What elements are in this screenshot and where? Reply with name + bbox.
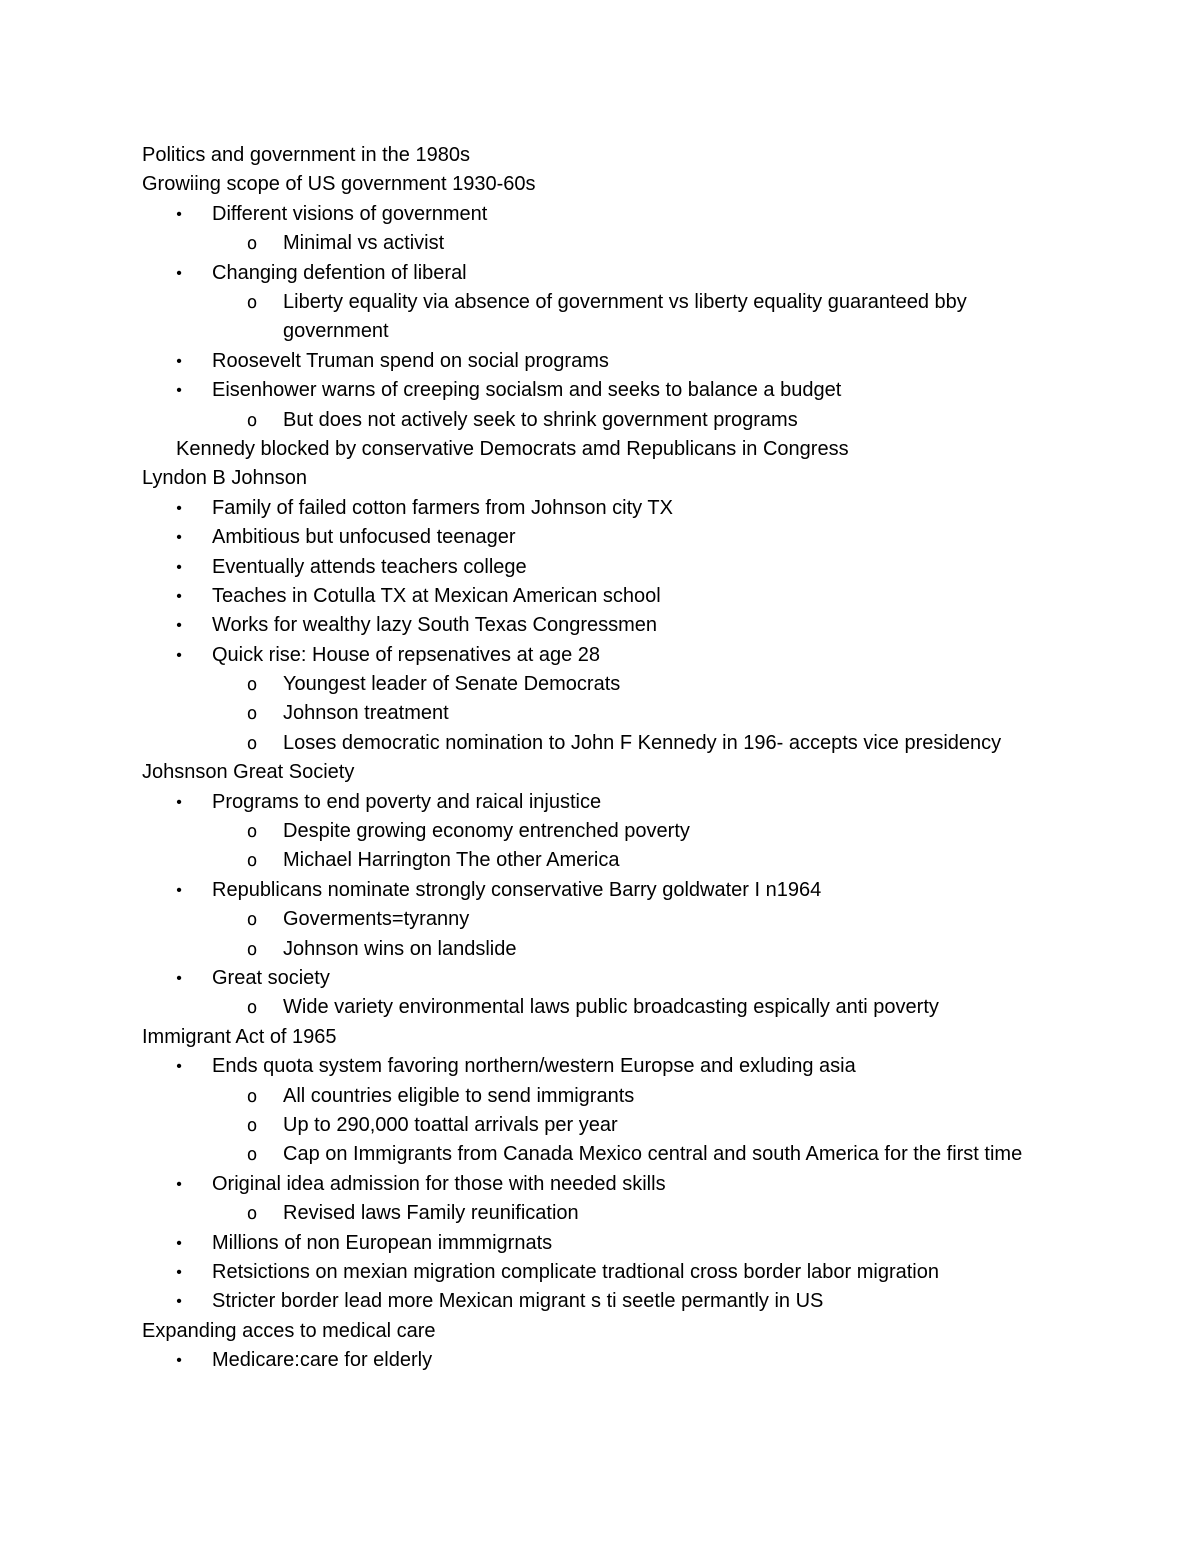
bullet-marker: • xyxy=(176,558,182,576)
heading-line xyxy=(0,141,1200,170)
sub-bullet-marker: o xyxy=(246,233,258,255)
sub-bullet-marker: o xyxy=(246,674,258,696)
sub-bullet-marker: o xyxy=(246,909,258,931)
bullet-item xyxy=(0,1052,1200,1081)
line-text: Retsictions on mexian migration complicate tradtional cross border labor migration xyxy=(212,1260,939,1283)
bullet-marker: • xyxy=(176,1175,182,1193)
line-text: Immigrant Act of 1965 xyxy=(142,1025,337,1048)
bullet-item xyxy=(0,611,1200,640)
line-text: Michael Harrington The other America xyxy=(283,849,620,872)
sub-bullet-marker: o xyxy=(246,409,258,431)
bullet-marker: • xyxy=(176,793,182,811)
sub-bullet-marker: o xyxy=(246,850,258,872)
bullet-marker: • xyxy=(176,1293,182,1311)
line-text: Despite growing economy entrenched poverty xyxy=(283,820,690,843)
bullet-marker: • xyxy=(176,205,182,223)
bullet-item xyxy=(0,582,1200,611)
bullet-item xyxy=(0,964,1200,993)
line-text: Family of failed cotton farmers from Johnson city TX xyxy=(212,496,673,519)
sub-bullet-item xyxy=(0,699,1200,728)
line-text: Loses democratic nomination to John F Kennedy in 196- accepts vice presidency xyxy=(283,731,1002,754)
bullet-item xyxy=(0,1170,1200,1199)
sub-bullet-marker: o xyxy=(246,732,258,754)
line-text: Growiing scope of US government 1930-60s xyxy=(142,173,536,196)
line-text: Politics and government in the 1980s xyxy=(142,144,470,166)
line-text: Revised laws Family reunification xyxy=(283,1202,579,1225)
bullet-item xyxy=(0,1258,1200,1287)
bullet-item xyxy=(0,1346,1200,1375)
sub-bullet-item xyxy=(0,1140,1200,1169)
line-text: All countries eligible to send immigrants xyxy=(283,1084,635,1107)
line-text: Changing defention of liberal xyxy=(212,261,467,284)
sub-bullet-item xyxy=(0,229,1200,258)
bullet-item xyxy=(0,553,1200,582)
sub-bullet-item xyxy=(0,670,1200,699)
line-text: Works for wealthy lazy South Texas Congressmen xyxy=(212,614,658,637)
sub-bullet-marker: o xyxy=(246,938,258,960)
sub-bullet-item xyxy=(0,1111,1200,1140)
line-text: Liberty equality via absence of government vs liberty equality guaranteed bby government xyxy=(283,290,967,343)
bullet-marker: • xyxy=(176,1058,182,1076)
bullet-marker: • xyxy=(176,499,182,517)
heading-line xyxy=(0,1317,1200,1346)
bullet-marker: • xyxy=(176,264,182,282)
bullet-item xyxy=(0,376,1200,405)
line-text: Republicans nominate strongly conservative Barry goldwater I n1964 xyxy=(212,878,822,901)
sub-bullet-item xyxy=(0,1199,1200,1228)
bullet-item xyxy=(0,200,1200,229)
line-text: Expanding acces to medical care xyxy=(142,1319,436,1342)
line-text: Cap on Immigrants from Canada Mexico central and south America for the first time xyxy=(283,1143,1023,1166)
line-text: Up to 290,000 toattal arrivals per year xyxy=(283,1113,618,1136)
line-text: Great society xyxy=(212,966,330,989)
bullet-marker: • xyxy=(176,1234,182,1252)
line-text: Wide variety environmental laws public broadcasting espically anti poverty xyxy=(283,996,939,1019)
line-text: Different visions of government xyxy=(212,202,488,225)
bullet-item xyxy=(0,641,1200,670)
line-text: Ends quota system favoring northern/western Europse and exluding asia xyxy=(212,1055,856,1078)
heading-line xyxy=(0,464,1200,493)
sub-bullet-item xyxy=(0,993,1200,1022)
line-text: Minimal vs activist xyxy=(283,232,445,255)
bullet-item xyxy=(0,788,1200,817)
sub-bullet-item xyxy=(0,846,1200,875)
line-text: But does not actively seek to shrink government programs xyxy=(283,408,798,431)
bullet-item xyxy=(0,494,1200,523)
bullet-item xyxy=(0,347,1200,376)
heading-line xyxy=(0,435,1200,464)
document-body xyxy=(0,141,1200,1375)
sub-bullet-marker: o xyxy=(246,1114,258,1136)
line-text: Stricter border lead more Mexican migrant s ti seetle permantly in US xyxy=(212,1290,824,1313)
line-text: Kennedy blocked by conservative Democrats amd Republicans in Congress xyxy=(176,437,849,460)
sub-bullet-marker: o xyxy=(246,1203,258,1225)
bullet-marker: • xyxy=(176,969,182,987)
sub-bullet-marker: o xyxy=(246,997,258,1019)
line-text: Ambitious but unfocused teenager xyxy=(212,526,516,549)
bullet-item xyxy=(0,876,1200,905)
heading-line xyxy=(0,1023,1200,1052)
sub-bullet-marker: o xyxy=(246,821,258,843)
bullet-marker: • xyxy=(176,1263,182,1281)
sub-bullet-marker: o xyxy=(246,1085,258,1107)
bullet-marker: • xyxy=(176,352,182,370)
line-text: Lyndon B Johnson xyxy=(142,467,307,490)
sub-bullet-item xyxy=(0,817,1200,846)
line-text: Medicare:care for elderly xyxy=(212,1349,433,1372)
heading-line xyxy=(0,170,1200,199)
line-text: Johnson wins on landslide xyxy=(283,937,517,960)
bullet-marker: • xyxy=(176,646,182,664)
line-text: Teaches in Cotulla TX at Mexican American school xyxy=(212,584,661,607)
bullet-marker: • xyxy=(176,881,182,899)
line-text: Programs to end poverty and raical injustice xyxy=(212,790,602,813)
bullet-item xyxy=(0,523,1200,552)
bullet-item xyxy=(0,259,1200,288)
bullet-marker: • xyxy=(176,587,182,605)
sub-bullet-item xyxy=(0,1082,1200,1111)
line-text: Original idea admission for those with needed skills xyxy=(212,1172,666,1195)
line-text: Goverments=tyranny xyxy=(283,908,470,931)
sub-bullet-item xyxy=(0,935,1200,964)
sub-bullet-item xyxy=(0,288,1200,347)
sub-bullet-marker: o xyxy=(246,291,258,313)
bullet-marker: • xyxy=(176,382,182,400)
line-text: Roosevelt Truman spend on social programs xyxy=(212,349,609,372)
sub-bullet-item xyxy=(0,406,1200,435)
sub-bullet-marker: o xyxy=(246,703,258,725)
bullet-item xyxy=(0,1229,1200,1258)
bullet-marker: • xyxy=(176,1352,182,1370)
line-text: Youngest leader of Senate Democrats xyxy=(283,673,621,696)
bullet-marker: • xyxy=(176,529,182,547)
line-text: Eisenhower warns of creeping socialsm and seeks to balance a budget xyxy=(212,379,842,402)
line-text: Johsnson Great Society xyxy=(142,761,355,784)
bullet-item xyxy=(0,1287,1200,1316)
line-text: Johnson treatment xyxy=(283,702,449,725)
sub-bullet-item xyxy=(0,729,1200,758)
line-text: Quick rise: House of repsenatives at age 28 xyxy=(212,643,600,666)
sub-bullet-item xyxy=(0,905,1200,934)
bullet-marker: • xyxy=(176,617,182,635)
heading-line xyxy=(0,758,1200,787)
sub-bullet-marker: o xyxy=(246,1144,258,1166)
line-text: Eventually attends teachers college xyxy=(212,555,527,578)
line-text: Millions of non European immmigrnats xyxy=(212,1231,553,1254)
